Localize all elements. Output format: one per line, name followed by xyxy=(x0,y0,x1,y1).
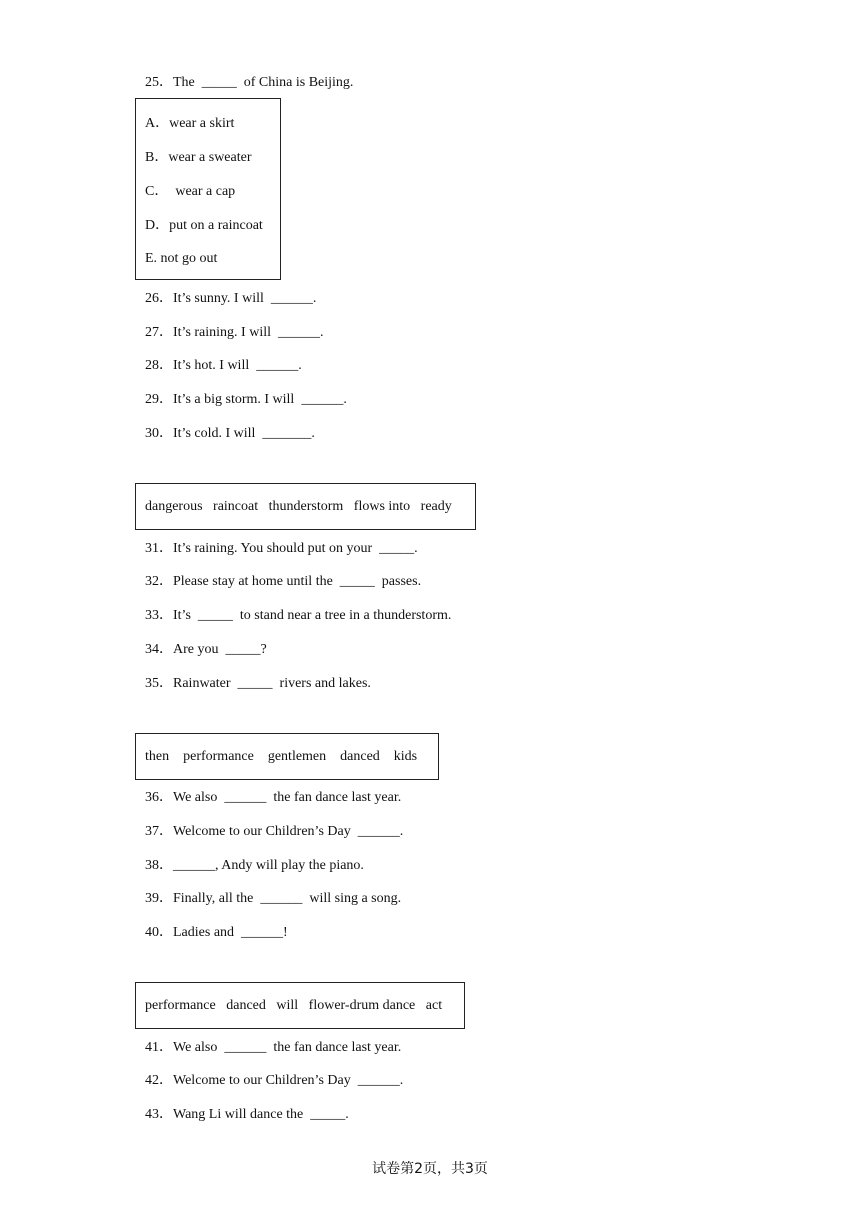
word-bank-1 xyxy=(135,483,476,530)
options-box xyxy=(135,98,281,280)
question-27: 27．It’s raining. I will ______. xyxy=(145,325,324,340)
question-25: 25．The _____ of China is Beijing. xyxy=(145,75,354,90)
option-b: B．wear a sweater xyxy=(145,150,252,165)
question-43: 43．Wang Li will dance the _____. xyxy=(145,1107,349,1122)
question-31: 31．It’s raining. You should put on your _____. xyxy=(145,541,418,556)
question-33: 33．It’s _____ to stand near a tree in a thunderstorm. xyxy=(145,608,452,623)
question-26: 26．It’s sunny. I will ______. xyxy=(145,291,317,306)
question-36: 36．We also ______ the fan dance last year. xyxy=(145,790,402,805)
word-bank-3-text: performance danced will flower-drum dance act xyxy=(145,998,443,1013)
question-34: 34．Are you _____? xyxy=(145,642,267,657)
page-footer: 试卷第2页，共3页 xyxy=(372,1161,488,1177)
option-e: E. not go out xyxy=(145,251,218,266)
option-c: C． wear a cap xyxy=(145,184,236,199)
question-38: 38．______, Andy will play the piano. xyxy=(145,858,364,873)
word-bank-3 xyxy=(135,982,465,1029)
question-32: 32．Please stay at home until the _____ passes. xyxy=(145,574,422,589)
option-a: A．wear a skirt xyxy=(145,116,235,131)
word-bank-1-text: dangerous raincoat thunderstorm flows into ready xyxy=(145,499,452,514)
question-35: 35．Rainwater _____ rivers and lakes. xyxy=(145,676,371,691)
word-bank-2-text: then performance gentlemen danced kids xyxy=(145,749,418,764)
question-30: 30．It’s cold. I will _______. xyxy=(145,426,315,441)
question-42: 42．Welcome to our Children’s Day ______. xyxy=(145,1073,404,1088)
question-37: 37．Welcome to our Children’s Day ______. xyxy=(145,824,404,839)
question-41: 41．We also ______ the fan dance last year. xyxy=(145,1040,402,1055)
word-bank-2 xyxy=(135,733,439,780)
question-29: 29．It’s a big storm. I will ______. xyxy=(145,392,347,407)
question-28: 28．It’s hot. I will ______. xyxy=(145,358,302,373)
question-39: 39．Finally, all the ______ will sing a song. xyxy=(145,891,402,906)
option-d: D．put on a raincoat xyxy=(145,218,263,233)
question-40: 40．Ladies and ______! xyxy=(145,925,288,940)
